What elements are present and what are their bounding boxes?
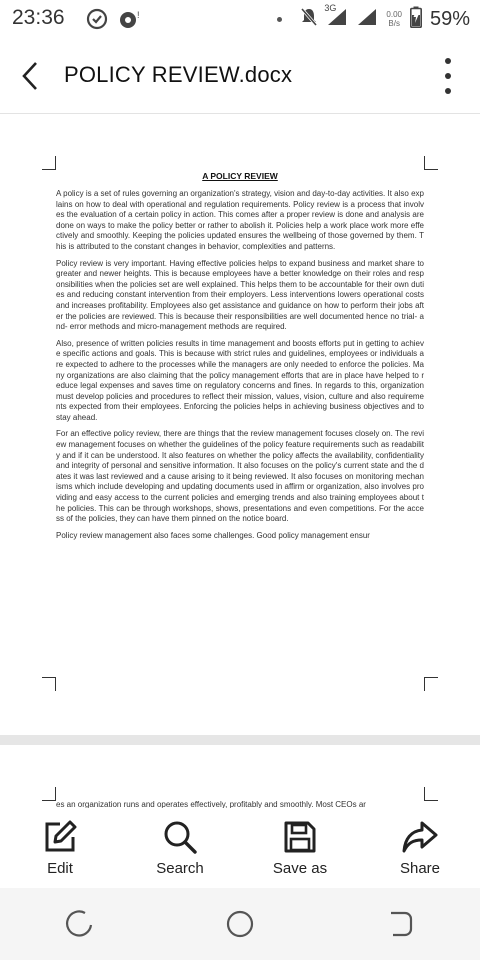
document-paragraph: Policy review is very important. Having effective policies helps to expand business and market share to greater and newer heights. This is because employees have a better knowledge on their roles and responsibilities when the policies set are well explained. This helps them to be accountable for their own duties and reducing constant intervention from their employers. Less interventions lowers operational costs and increases profitability. Employees also get assistance and guidance on how to perform their jobs after the policies are reviewed. This is because their responsibilities are well documented hence no trial- and- error methods and micro-management methods are required. — [56, 258, 424, 332]
document-heading: A POLICY REVIEW — [202, 171, 278, 181]
more-options-button[interactable] — [442, 58, 454, 94]
battery-percent: 59% — [429, 7, 470, 30]
media-icon — [118, 8, 144, 35]
document-paragraph-partial: es an organization runs and operates effectively, profitably and smoothly. Most CEOs ar — [56, 800, 366, 808]
save-as-button[interactable] — [260, 820, 340, 877]
save-icon — [283, 820, 317, 854]
document-paragraph: For an effective policy review, there are things that the review management focuses closely on. The review management focuses on whether the guidelines of the policy feature requirements such as readability and if it can be understood. It also features on whether the policy affects the availability, confidentiality and integrity of personal and sensitive information. It also focuses on the policy's current state and the dates it was last reviewed and a cause arising to it being reviewed. It also focuses on monitoring mechanisms which include developing and updating documents used in affirm or organization, also involves providing and easy access to the current policies and emerging trends and also training employees about the policies. This can be through workshops, shows, presentations and even competitions. For the access of the policies, they can have them pinned on the notice board. — [56, 429, 424, 524]
bottom-toolbar — [0, 809, 480, 888]
back-nav-button[interactable] — [370, 899, 430, 949]
mute-icon — [300, 7, 318, 32]
notification-dot-icon — [277, 17, 282, 22]
document-body — [56, 171, 424, 547]
document-viewport[interactable] — [0, 115, 480, 809]
more-dot-icon — [445, 88, 451, 94]
recent-apps-icon — [65, 909, 95, 939]
recent-apps-button[interactable] — [50, 899, 110, 949]
search-button[interactable] — [140, 820, 220, 877]
share-label: Share — [399, 860, 441, 877]
document-page-1 — [0, 115, 480, 735]
document-title: POLICY REVIEW.docx — [64, 62, 293, 87]
back-button[interactable] — [14, 56, 46, 96]
page-corner-mark — [42, 787, 56, 801]
more-dot-icon — [445, 73, 451, 79]
document-paragraph: A policy is a set of rules governing an organization's strategy, vision and day-to-day activities. It also explains on how to deal with operational and regulation requirements. Policy review is a process that involves the evaluation of a certain policy in action. This comes after a proper review is done and analysis are done on ways to make the policy better or rather to abolish it. Policies help a work place work more effectively and smoothly. Keeping the policies updated ensures the wellbeing of those governed by them. This is attributed to the constant changes in behavior, complexities and patterns. — [56, 189, 424, 251]
edit-button[interactable] — [20, 820, 100, 877]
net-speed-unit: B/s — [388, 19, 400, 28]
more-dot-icon — [445, 58, 451, 64]
net-speed-value: 0.00 — [386, 10, 402, 19]
save-as-label: Save as — [272, 860, 328, 877]
signal-3g-icon — [324, 2, 348, 32]
edit-label: Edit — [47, 860, 73, 877]
search-icon — [163, 820, 197, 854]
signal-icon — [356, 7, 378, 32]
battery-icon — [410, 6, 422, 33]
page-corner-mark — [424, 156, 438, 170]
document-page-2 — [0, 745, 480, 809]
share-button[interactable] — [380, 820, 460, 877]
home-button[interactable] — [210, 899, 270, 949]
back-arrow-icon — [20, 61, 40, 91]
app-bar — [0, 38, 480, 114]
network-type: 3G — [324, 2, 337, 13]
page-corner-mark — [42, 156, 56, 170]
status-time: 23:36 — [12, 6, 65, 29]
document-paragraph: Policy review management also faces some challenges. Good policy management ensur — [56, 530, 370, 540]
search-label: Search — [156, 860, 204, 877]
share-icon — [402, 820, 438, 854]
no-data-icon — [86, 8, 108, 35]
page-corner-mark — [42, 677, 56, 691]
page-corner-mark — [424, 787, 438, 801]
page-separator — [0, 735, 480, 745]
status-right — [277, 2, 470, 32]
home-circle-icon — [225, 909, 255, 939]
page-corner-mark — [424, 677, 438, 691]
net-speed — [386, 10, 402, 28]
document-paragraph: Also, presence of written policies results in time management and boosts efforts put in getting to achieve specific actions and goals. This is because with strict rules and guidelines, employees or individuals are expected to adhere to the processes while the managers are only needed to enforce the policies. Many organizations are also claiming that the policy management efforts that are in place have helped to reduce legal expenses and saves time on regulatory concerns and fines. In regards to this, organization must develop policies and procedures to reflect their mission, values, vision, culture and also requirements expected from their employees. Enforcing the policies helps in achieving business objectives and to stay ahead. — [56, 338, 424, 422]
svg-text:!: ! — [137, 10, 140, 20]
edit-icon — [43, 820, 77, 854]
status-bar — [0, 0, 480, 38]
back-nav-icon — [385, 909, 415, 939]
system-nav-bar — [0, 888, 480, 960]
